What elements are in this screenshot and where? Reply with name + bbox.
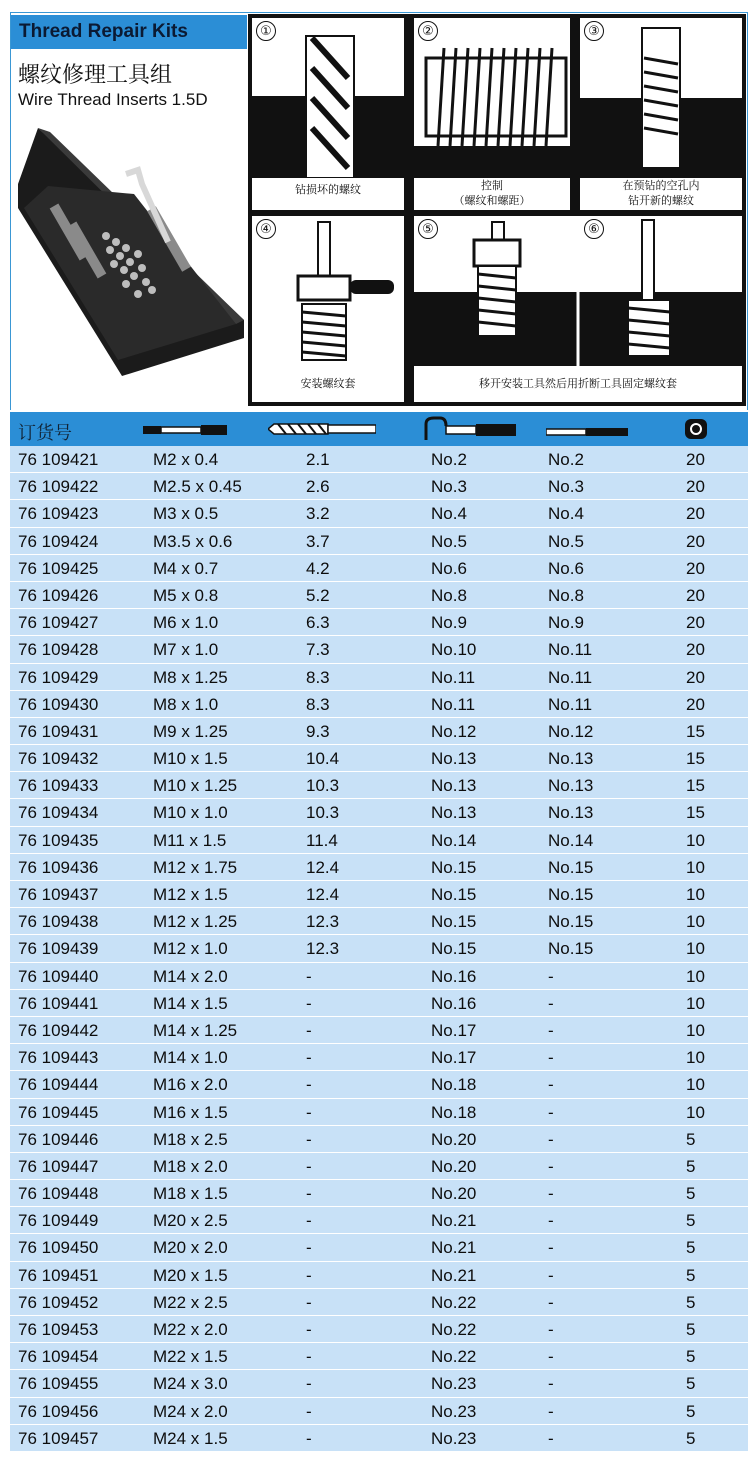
pack-qty-cell: 10 bbox=[686, 966, 705, 986]
table-row bbox=[10, 1289, 748, 1316]
breaker-no-cell: - bbox=[548, 1292, 554, 1312]
tool-no-cell: No.21 bbox=[431, 1265, 477, 1285]
order-no-cell: 76 109430 bbox=[18, 694, 99, 714]
tool-no-cell: No.22 bbox=[431, 1347, 477, 1367]
thread-size-cell: M10 x 1.0 bbox=[153, 803, 228, 823]
thread-size-cell: M9 x 1.25 bbox=[153, 721, 228, 741]
break-off-tool-icon bbox=[546, 427, 628, 437]
drill-size-cell: - bbox=[306, 1075, 312, 1095]
table-row bbox=[10, 446, 748, 473]
thread-size-cell: M20 x 2.0 bbox=[153, 1238, 228, 1258]
drill-size-cell: 12.3 bbox=[306, 912, 340, 932]
tool-no-cell: No.11 bbox=[431, 694, 476, 714]
remove-tool-break-tang-illustration bbox=[414, 216, 742, 366]
step-5-6 bbox=[414, 216, 742, 402]
table-row bbox=[10, 1180, 748, 1207]
order-no-cell: 76 109448 bbox=[18, 1184, 99, 1204]
drill-size-cell: - bbox=[306, 1401, 312, 1421]
order-no-cell: 76 109446 bbox=[18, 1129, 99, 1149]
thread-size-cell: M14 x 1.25 bbox=[153, 1020, 238, 1040]
tool-no-cell: No.18 bbox=[431, 1075, 477, 1095]
order-no-cell: 76 109433 bbox=[18, 776, 99, 796]
table-row bbox=[10, 1262, 748, 1289]
thread-size-cell: M12 x 1.75 bbox=[153, 857, 238, 877]
tool-no-cell: No.15 bbox=[431, 885, 477, 904]
order-no-cell: 76 109452 bbox=[18, 1292, 99, 1312]
thread-size-cell: M24 x 2.0 bbox=[153, 1401, 228, 1421]
table-row bbox=[10, 636, 748, 663]
tool-no-cell: No.15 bbox=[431, 857, 477, 877]
tool-no-cell: No.8 bbox=[431, 585, 467, 605]
order-no-cell: 76 109426 bbox=[18, 585, 99, 605]
breaker-no-cell: No.14 bbox=[548, 830, 594, 850]
install-insert-illustration bbox=[252, 216, 404, 366]
breaker-no-cell: No.13 bbox=[548, 776, 594, 796]
thread-size-cell: M18 x 2.5 bbox=[153, 1129, 228, 1149]
thread-size-cell: M5 x 0.8 bbox=[153, 585, 219, 605]
thread-size-cell: M22 x 2.5 bbox=[153, 1292, 228, 1312]
order-no-cell: 76 109435 bbox=[18, 830, 99, 850]
order-no-cell: 76 109442 bbox=[18, 1020, 99, 1040]
drill-size-cell: - bbox=[306, 1102, 312, 1122]
breaker-no-cell: - bbox=[548, 1320, 554, 1339]
breaker-no-cell: No.2 bbox=[548, 450, 584, 469]
tool-no-cell: No.6 bbox=[431, 558, 467, 578]
table-row bbox=[10, 854, 748, 881]
table-body bbox=[10, 446, 748, 1452]
tool-no-cell: No.23 bbox=[431, 1374, 477, 1394]
thread-size-cell: M20 x 1.5 bbox=[153, 1265, 228, 1285]
tool-no-cell: No.14 bbox=[431, 830, 477, 850]
tap-new-thread-illustration bbox=[580, 18, 742, 178]
breaker-no-cell: No.3 bbox=[548, 477, 584, 497]
table-row bbox=[10, 1017, 748, 1044]
product-title-cn: 螺纹修理工具组 bbox=[18, 63, 173, 88]
drill-size-cell: 8.3 bbox=[306, 667, 330, 687]
drill-size-cell: - bbox=[306, 1428, 312, 1448]
table-row bbox=[10, 799, 748, 826]
step-5-caption: 移开安装工具然后用折断工具固定螺纹套 bbox=[414, 366, 742, 402]
order-no-cell: 76 109432 bbox=[18, 749, 99, 769]
tool-no-cell: No.3 bbox=[431, 477, 467, 497]
order-no-header: 订货号 bbox=[18, 423, 72, 444]
pack-qty-cell: 20 bbox=[686, 667, 705, 687]
breaker-no-cell: - bbox=[548, 1374, 554, 1394]
step-1-caption: 钻损坏的螺纹 bbox=[252, 178, 404, 210]
table-row bbox=[10, 827, 748, 854]
order-no-cell: 76 109454 bbox=[18, 1347, 99, 1367]
drill-size-cell: - bbox=[306, 1265, 312, 1285]
thread-size-cell: M4 x 0.7 bbox=[153, 558, 219, 578]
pack-qty-cell: 10 bbox=[686, 857, 705, 877]
breaker-no-cell: - bbox=[548, 1428, 554, 1448]
thread-size-cell: M11 x 1.5 bbox=[153, 830, 227, 850]
drill-size-cell: - bbox=[306, 1156, 312, 1176]
order-no-cell: 76 109447 bbox=[18, 1156, 99, 1176]
drill-size-cell: 4.2 bbox=[306, 558, 330, 578]
step-6-number: ⑥ bbox=[584, 219, 604, 239]
drill-size-cell: - bbox=[306, 993, 312, 1013]
drill-size-cell: - bbox=[306, 966, 312, 986]
table-row bbox=[10, 745, 748, 772]
tool-no-cell: No.13 bbox=[431, 803, 477, 823]
table-row bbox=[10, 990, 748, 1017]
order-no-cell: 76 109423 bbox=[18, 504, 99, 524]
drill-size-cell: - bbox=[306, 1320, 312, 1339]
pack-qty-cell: 10 bbox=[686, 1048, 705, 1068]
pack-qty-cell: 5 bbox=[686, 1320, 696, 1339]
order-no-cell: 76 109450 bbox=[18, 1238, 99, 1258]
pack-qty-cell: 5 bbox=[686, 1156, 696, 1176]
thread-size-cell: M22 x 1.5 bbox=[153, 1347, 228, 1367]
order-no-cell: 76 109422 bbox=[18, 477, 99, 497]
pack-qty-cell: 20 bbox=[686, 504, 705, 524]
order-no-cell: 76 109436 bbox=[18, 857, 99, 877]
order-no-cell: 76 109434 bbox=[18, 803, 99, 823]
thread-size-cell: M2 x 0.4 bbox=[153, 450, 219, 469]
order-no-cell: 76 109424 bbox=[18, 531, 99, 551]
tool-no-cell: No.10 bbox=[431, 640, 477, 660]
tool-no-cell: No.13 bbox=[431, 776, 477, 796]
pack-qty-cell: 5 bbox=[686, 1292, 696, 1312]
table-row bbox=[10, 935, 748, 962]
drill-size-cell: 11.4 bbox=[306, 830, 338, 850]
order-no-cell: 76 109456 bbox=[18, 1401, 99, 1421]
thread-size-cell: M10 x 1.25 bbox=[153, 776, 238, 796]
drill-size-cell: - bbox=[306, 1020, 312, 1040]
drill-size-cell: - bbox=[306, 1129, 312, 1149]
pack-qty-cell: 10 bbox=[686, 993, 705, 1013]
step-4-number: ④ bbox=[256, 219, 276, 239]
breaker-no-cell: No.13 bbox=[548, 749, 594, 769]
tool-no-cell: No.12 bbox=[431, 721, 477, 741]
step-4-caption: 安装螺纹套 bbox=[252, 366, 404, 402]
breaker-no-cell: - bbox=[548, 1265, 554, 1285]
breaker-no-cell: - bbox=[548, 1075, 554, 1095]
table-row bbox=[10, 1343, 748, 1370]
breaker-no-cell: - bbox=[548, 993, 554, 1013]
breaker-no-cell: No.8 bbox=[548, 585, 584, 605]
order-no-cell: 76 109451 bbox=[18, 1265, 99, 1285]
gauge-thread-illustration bbox=[414, 18, 570, 178]
pack-qty-cell: 15 bbox=[686, 776, 705, 796]
thread-size-cell: M7 x 1.0 bbox=[153, 640, 219, 660]
pack-qty-cell: 5 bbox=[686, 1347, 696, 1367]
tool-no-cell: No.22 bbox=[431, 1320, 477, 1339]
drill-size-cell: - bbox=[306, 1184, 312, 1204]
pack-qty-cell: 15 bbox=[686, 721, 705, 741]
order-no-cell: 76 109449 bbox=[18, 1211, 99, 1231]
drill-size-cell: - bbox=[306, 1211, 312, 1231]
thread-size-cell: M20 x 2.5 bbox=[153, 1211, 228, 1231]
thread-size-cell: M8 x 1.25 bbox=[153, 667, 228, 687]
thread-size-cell: M24 x 1.5 bbox=[153, 1428, 228, 1448]
thread-size-cell: M2.5 x 0.45 bbox=[153, 477, 242, 497]
step-1-number: ① bbox=[256, 21, 276, 41]
breaker-no-cell: - bbox=[548, 1156, 554, 1176]
table-row bbox=[10, 555, 748, 582]
product-header-section bbox=[0, 0, 750, 412]
drill-size-cell: 2.1 bbox=[306, 450, 330, 469]
product-title-en: Wire Thread Inserts 1.5D bbox=[18, 90, 208, 109]
pack-qty-cell: 5 bbox=[686, 1428, 696, 1448]
thread-size-cell: M22 x 2.0 bbox=[153, 1320, 228, 1339]
breaker-no-cell: No.15 bbox=[548, 885, 594, 904]
tool-no-cell: No.22 bbox=[431, 1292, 477, 1312]
tool-no-cell: No.21 bbox=[431, 1238, 477, 1258]
tap-icon bbox=[143, 424, 227, 436]
thread-size-cell: M18 x 1.5 bbox=[153, 1184, 228, 1204]
table-row bbox=[10, 609, 748, 636]
table-row bbox=[10, 1207, 748, 1234]
table-row bbox=[10, 881, 748, 908]
table-row bbox=[10, 1425, 748, 1452]
thread-size-cell: M12 x 1.5 bbox=[153, 885, 228, 904]
breaker-no-cell: No.5 bbox=[548, 531, 584, 551]
step-2 bbox=[414, 18, 570, 210]
breaker-no-cell: No.11 bbox=[548, 667, 593, 687]
tool-no-cell: No.4 bbox=[431, 504, 467, 524]
pack-qty-cell: 5 bbox=[686, 1129, 696, 1149]
table-row bbox=[10, 1126, 748, 1153]
order-no-cell: 76 109457 bbox=[18, 1428, 99, 1448]
drill-size-cell: 5.2 bbox=[306, 585, 330, 605]
table-row bbox=[10, 1153, 748, 1180]
breaker-no-cell: No.15 bbox=[548, 857, 594, 877]
pack-qty-cell: 20 bbox=[686, 477, 705, 497]
drill-size-cell: 3.2 bbox=[306, 504, 330, 524]
tool-no-cell: No.13 bbox=[431, 749, 477, 769]
tool-no-cell: No.11 bbox=[431, 667, 476, 687]
order-no-cell: 76 109425 bbox=[18, 558, 99, 578]
table-row bbox=[10, 772, 748, 799]
tool-no-cell: No.20 bbox=[431, 1129, 477, 1149]
breaker-no-cell: No.15 bbox=[548, 912, 594, 932]
drill-size-cell: - bbox=[306, 1238, 312, 1258]
step-3 bbox=[580, 18, 742, 210]
order-no-cell: 76 109438 bbox=[18, 912, 99, 932]
tool-no-cell: No.15 bbox=[431, 912, 477, 932]
thread-size-cell: M16 x 2.0 bbox=[153, 1075, 228, 1095]
table-row bbox=[10, 1099, 748, 1126]
step-3-number: ③ bbox=[584, 21, 604, 41]
thread-size-cell: M10 x 1.5 bbox=[153, 749, 228, 769]
order-no-cell: 76 109444 bbox=[18, 1075, 99, 1095]
tool-no-cell: No.9 bbox=[431, 613, 467, 633]
pack-qty-cell: 20 bbox=[686, 640, 705, 660]
table-row bbox=[10, 1398, 748, 1425]
breaker-no-cell: - bbox=[548, 1129, 554, 1149]
table-row bbox=[10, 582, 748, 609]
thread-size-cell: M14 x 1.0 bbox=[153, 1048, 228, 1068]
thread-size-cell: M24 x 3.0 bbox=[153, 1374, 228, 1394]
thread-size-cell: M14 x 1.5 bbox=[153, 993, 228, 1013]
table-row bbox=[10, 718, 748, 745]
pack-qty-cell: 15 bbox=[686, 749, 705, 769]
breaker-no-cell: - bbox=[548, 966, 554, 986]
breaker-no-cell: No.6 bbox=[548, 558, 584, 578]
order-no-cell: 76 109427 bbox=[18, 613, 99, 633]
breaker-no-cell: No.4 bbox=[548, 504, 584, 524]
step-4 bbox=[252, 216, 404, 402]
drill-size-cell: - bbox=[306, 1048, 312, 1068]
pack-qty-cell: 20 bbox=[686, 531, 705, 551]
table-row bbox=[10, 1316, 748, 1343]
table-row bbox=[10, 528, 748, 555]
table-row bbox=[10, 664, 748, 691]
order-no-cell: 76 109437 bbox=[18, 885, 99, 904]
breaker-no-cell: - bbox=[548, 1347, 554, 1367]
drill-size-cell: 6.3 bbox=[306, 613, 330, 633]
thread-size-cell: M3 x 0.5 bbox=[153, 504, 219, 524]
breaker-no-cell: - bbox=[548, 1211, 554, 1231]
order-no-cell: 76 109429 bbox=[18, 667, 99, 687]
breaker-no-cell: - bbox=[548, 1102, 554, 1122]
step-2-number: ② bbox=[418, 21, 438, 41]
breaker-no-cell: - bbox=[548, 1184, 554, 1204]
breaker-no-cell: No.9 bbox=[548, 613, 584, 633]
pack-qty-cell: 10 bbox=[686, 885, 705, 904]
pack-qty-cell: 20 bbox=[686, 450, 705, 469]
table-header bbox=[10, 412, 748, 446]
drill-size-cell: 12.3 bbox=[306, 939, 340, 959]
tool-no-cell: No.16 bbox=[431, 993, 477, 1013]
category-label: Thread Repair Kits bbox=[11, 15, 247, 49]
thread-size-cell: M8 x 1.0 bbox=[153, 694, 219, 714]
tool-no-cell: No.21 bbox=[431, 1211, 477, 1231]
pack-qty-cell: 5 bbox=[686, 1184, 696, 1204]
thread-size-cell: M3.5 x 0.6 bbox=[153, 531, 233, 551]
pack-qty-cell: 5 bbox=[686, 1401, 696, 1421]
repair-steps-panel bbox=[248, 14, 746, 406]
order-no-cell: 76 109440 bbox=[18, 966, 99, 986]
pack-qty-cell: 20 bbox=[686, 694, 705, 714]
tool-no-cell: No.17 bbox=[431, 1020, 477, 1040]
breaker-no-cell: No.11 bbox=[548, 640, 593, 660]
pack-qty-cell: 20 bbox=[686, 585, 705, 605]
table-row bbox=[10, 1044, 748, 1071]
tool-no-cell: No.16 bbox=[431, 966, 477, 986]
pack-qty-cell: 10 bbox=[686, 1102, 705, 1122]
table-row bbox=[10, 1071, 748, 1098]
tool-no-cell: No.15 bbox=[431, 939, 477, 959]
pack-qty-cell: 5 bbox=[686, 1374, 696, 1394]
step-3-caption: 在预钻的空孔内 钻开新的螺纹 bbox=[580, 178, 742, 210]
order-no-cell: 76 109445 bbox=[18, 1102, 99, 1122]
pack-qty-cell: 10 bbox=[686, 939, 705, 959]
step-5-number: ⑤ bbox=[418, 219, 438, 239]
drill-size-cell: - bbox=[306, 1347, 312, 1367]
order-no-cell: 76 109431 bbox=[18, 721, 99, 741]
table-row bbox=[10, 1234, 748, 1261]
table-row bbox=[10, 908, 748, 935]
order-no-cell: 76 109441 bbox=[18, 993, 99, 1013]
pack-qty-cell: 15 bbox=[686, 803, 705, 823]
thread-size-cell: M16 x 1.5 bbox=[153, 1102, 228, 1122]
table-row bbox=[10, 500, 748, 527]
breaker-no-cell: - bbox=[548, 1048, 554, 1068]
drill-size-cell: - bbox=[306, 1374, 312, 1394]
breaker-no-cell: No.12 bbox=[548, 721, 594, 741]
drill-size-cell: 7.3 bbox=[306, 640, 330, 660]
drill-size-cell: 10.3 bbox=[306, 776, 340, 796]
order-no-cell: 76 109428 bbox=[18, 640, 99, 660]
table-row bbox=[10, 691, 748, 718]
order-no-cell: 76 109421 bbox=[18, 450, 99, 469]
tool-no-cell: No.23 bbox=[431, 1428, 477, 1448]
drill-size-cell: 10.4 bbox=[306, 749, 340, 769]
pack-qty-cell: 5 bbox=[686, 1265, 696, 1285]
breaker-no-cell: - bbox=[548, 1020, 554, 1040]
pack-qty-cell: 5 bbox=[686, 1238, 696, 1258]
order-no-cell: 76 109453 bbox=[18, 1320, 99, 1339]
table-row bbox=[10, 963, 748, 990]
drill-size-cell: 9.3 bbox=[306, 721, 330, 741]
order-no-cell: 76 109439 bbox=[18, 939, 99, 959]
thread-size-cell: M18 x 2.0 bbox=[153, 1156, 228, 1176]
order-no-cell: 76 109443 bbox=[18, 1048, 99, 1068]
tool-no-cell: No.23 bbox=[431, 1401, 477, 1421]
drill-size-cell: 12.4 bbox=[306, 857, 340, 877]
drill-size-cell: 3.7 bbox=[306, 531, 330, 551]
order-no-cell: 76 109455 bbox=[18, 1374, 99, 1394]
step-1 bbox=[252, 18, 404, 210]
breaker-no-cell: - bbox=[548, 1401, 554, 1421]
thread-size-cell: M12 x 1.0 bbox=[153, 939, 228, 959]
tool-no-cell: No.5 bbox=[431, 531, 467, 551]
pack-qty-cell: 10 bbox=[686, 830, 705, 850]
breaker-no-cell: No.11 bbox=[548, 694, 593, 714]
drill-size-cell: - bbox=[306, 1292, 312, 1312]
thread-size-cell: M12 x 1.25 bbox=[153, 912, 238, 932]
drill-size-cell: 10.3 bbox=[306, 803, 340, 823]
pack-qty-cell: 5 bbox=[686, 1211, 696, 1231]
pack-qty-cell: 10 bbox=[686, 1020, 705, 1040]
breaker-no-cell: No.13 bbox=[548, 803, 594, 823]
drill-size-cell: 2.6 bbox=[306, 477, 330, 497]
installation-tool-icon bbox=[422, 416, 516, 442]
specification-table bbox=[10, 412, 748, 1452]
insert-coil-icon bbox=[684, 418, 708, 440]
thread-size-cell: M14 x 2.0 bbox=[153, 966, 228, 986]
tool-no-cell: No.2 bbox=[431, 450, 467, 469]
breaker-no-cell: - bbox=[548, 1238, 554, 1258]
breaker-no-cell: No.15 bbox=[548, 939, 594, 959]
drill-bit-icon bbox=[268, 422, 376, 436]
tool-no-cell: No.17 bbox=[431, 1048, 477, 1068]
step-2-caption: 控制 （螺纹和螺距） bbox=[414, 178, 570, 210]
table-row bbox=[10, 473, 748, 500]
tool-no-cell: No.20 bbox=[431, 1156, 477, 1176]
table-row bbox=[10, 1370, 748, 1397]
pack-qty-cell: 20 bbox=[686, 613, 705, 633]
pack-qty-cell: 10 bbox=[686, 1075, 705, 1095]
drill-size-cell: 8.3 bbox=[306, 694, 330, 714]
drill-size-cell: 12.4 bbox=[306, 885, 340, 904]
tool-no-cell: No.20 bbox=[431, 1184, 477, 1204]
pack-qty-cell: 10 bbox=[686, 912, 705, 932]
drill-damaged-thread-illustration bbox=[252, 18, 404, 178]
tool-no-cell: No.18 bbox=[431, 1102, 477, 1122]
pack-qty-cell: 20 bbox=[686, 558, 705, 578]
kit-case-image bbox=[14, 124, 248, 378]
thread-size-cell: M6 x 1.0 bbox=[153, 613, 219, 633]
